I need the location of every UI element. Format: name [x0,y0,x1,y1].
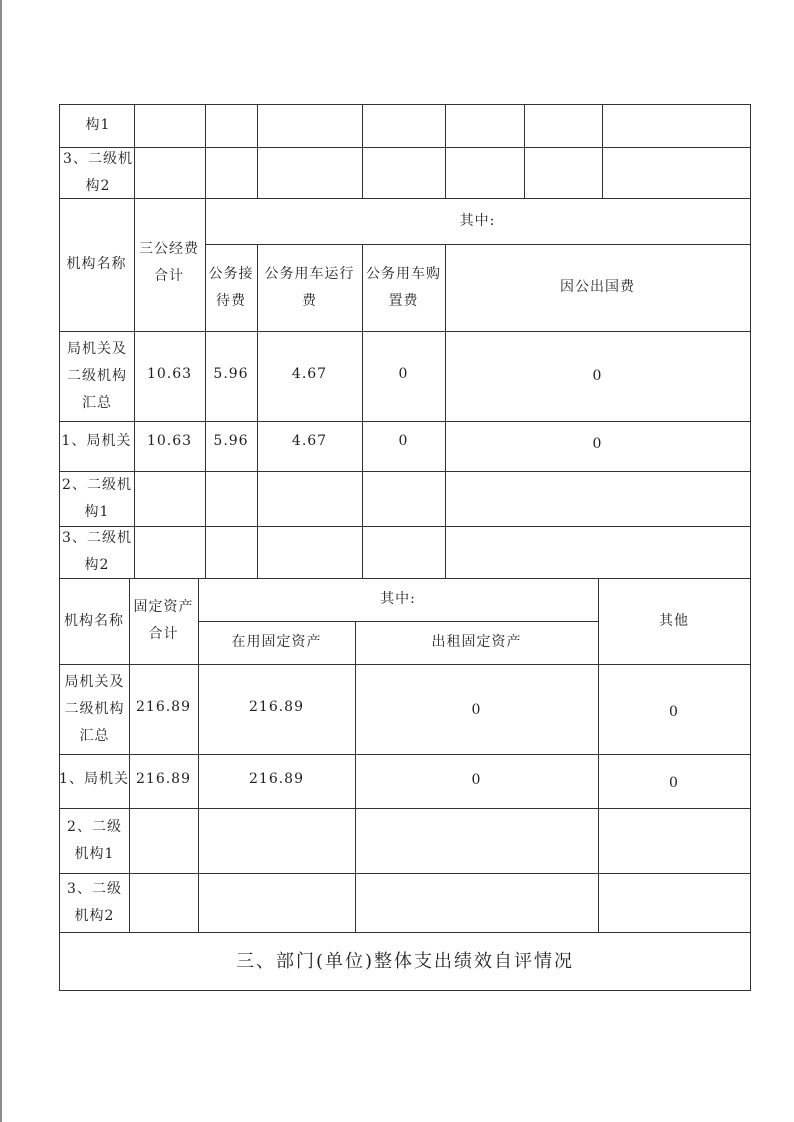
sec2-header-c3: 公务用车购置费 [366,265,441,309]
sec2-header-name: 机构名称 [66,256,127,272]
sec3-row-0-c3: 0 [669,704,679,720]
sec3-row-1-c3: 0 [669,775,679,791]
sec1-row-b-name: 3、二级机构2 [63,150,133,194]
sec2-header-c1: 公务接待费 [208,265,254,309]
sec2-row-1-name: 1、局机关 [61,433,132,449]
section-title: 三、部门(单位)整体支出绩效自评情况 [235,950,575,972]
page-left-edge [0,0,2,1122]
sec2-row-1-c1: 5.96 [213,433,249,449]
sec3-header-c1: 在用固定资产 [231,634,322,650]
sec3-row-3-name: 3、二级机构2 [67,880,122,924]
sec2-row-2-name: 2、二级机构1 [62,476,132,520]
sec3-row-0-c1: 216.89 [249,699,304,715]
sec3-row-0-total: 216.89 [136,699,191,715]
sec2-header-group: 其中: [459,212,496,229]
sec2-row-0-name: 局机关及二级机构汇总 [67,340,127,411]
sec2-row-0-c3: 0 [398,366,409,382]
sec2-row-0-c1: 5.96 [213,366,249,382]
sec2-row-0-c2: 4.67 [291,366,328,382]
sec2-row-3-name: 3、二级机构2 [62,530,132,573]
sec3-header-name: 机构名称 [64,612,124,629]
sec2-row-0-total: 10.63 [146,366,193,382]
sec3-row-2-name: 2、二级机构1 [67,818,122,862]
sec3-header-total: 固定资产合计 [133,599,194,642]
sec2-row-1-total: 10.63 [146,433,193,449]
sec2-header-c2: 公务用车运行费 [264,265,355,309]
sec3-header-c2: 出租固定资产 [431,634,522,650]
sec2-row-1-c3: 0 [398,433,409,449]
sec2-header-total: 三公经费合计 [139,241,199,284]
sec2-row-1-c2: 4.67 [291,433,328,449]
sec3-header-c3: 其他 [659,612,689,629]
sec2-header-c4: 因公出国费 [560,279,635,295]
sec3-header-group: 其中: [380,591,416,607]
sec3-row-0-c2: 0 [471,702,482,718]
sec3-row-1-total: 216.89 [136,771,191,787]
sec3-row-1-c2: 0 [471,772,482,788]
sec3-row-1-name: 1、局机关 [59,771,129,787]
sec3-row-0-name: 局机关及二级机构汇总 [64,673,125,744]
sec2-row-0-c4: 0 [592,368,603,384]
sec1-row-a-name: 构1 [85,117,111,133]
sec3-row-1-c1: 216.89 [249,771,304,787]
sec2-row-1-c4: 0 [592,436,603,452]
